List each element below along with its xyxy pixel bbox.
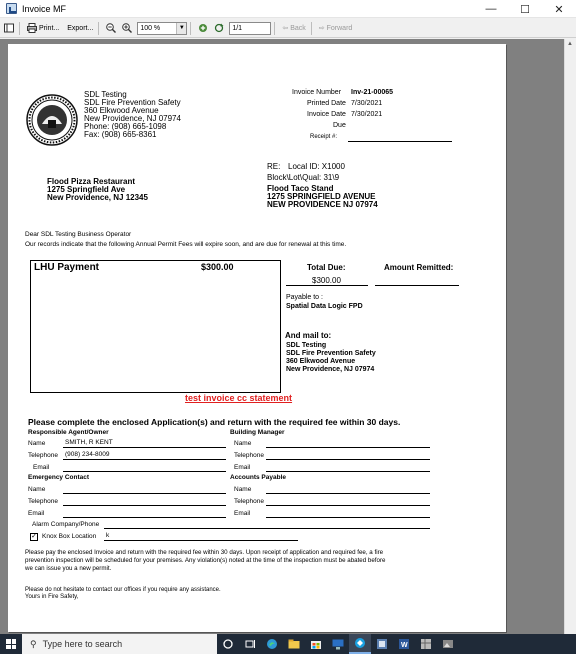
building-manager-name-label: Name [234, 440, 252, 447]
building-manager-email-label: Email [234, 464, 251, 471]
refresh-button[interactable] [212, 21, 226, 36]
responsible-telephone-value: (908) 234-8009 [65, 451, 110, 458]
emergency-email-line [63, 517, 226, 518]
alarm-company-line [104, 528, 430, 529]
search-placeholder: Type here to search [42, 639, 123, 649]
company-name: SDL Testing [84, 90, 127, 99]
line-item-box [30, 260, 281, 393]
start-button[interactable] [0, 634, 22, 654]
print-button[interactable] [25, 21, 61, 36]
outlook-icon[interactable] [371, 634, 393, 654]
printed-date-label: Printed Date [307, 100, 346, 107]
accounts-payable-telephone-label: Telephone [234, 498, 264, 505]
export-button[interactable] [63, 21, 95, 36]
zoom-out-button[interactable] [104, 21, 118, 36]
local-id: Local ID: X1000 [288, 162, 345, 171]
amount-remitted-label: Amount Remitted: [384, 263, 454, 272]
line-item-label: LHU Payment [34, 262, 100, 273]
back-button[interactable] [280, 21, 307, 36]
recipient-address2: New Providence, NJ 12345 [47, 193, 148, 202]
forward-button[interactable] [317, 21, 355, 36]
accounts-payable-name-line [266, 493, 430, 494]
business-address1: 1275 SPRINGFIELD AVENUE [267, 192, 376, 201]
footer-line3: we can issue you a new permit. [25, 565, 112, 572]
greeting: Dear SDL Testing Business Operator [25, 231, 132, 238]
edge-browser-icon[interactable] [261, 634, 283, 654]
accounts-payable-name-label: Name [234, 486, 252, 493]
emergency-telephone-label: Telephone [28, 498, 58, 505]
building-manager-name-line [266, 447, 430, 448]
invoice-number: Inv-21-00065 [351, 89, 394, 96]
due-label: Due [333, 122, 346, 129]
file-explorer-icon[interactable] [283, 634, 305, 654]
knox-box-line [104, 540, 298, 541]
title-bar [0, 0, 576, 18]
emergency-name-label: Name [28, 486, 46, 493]
task-view-icon[interactable] [239, 634, 261, 654]
first-page-button[interactable] [196, 21, 210, 36]
company-phone: Phone: (908) 665-1098 [84, 122, 167, 131]
printed-date: 7/30/2021 [351, 100, 383, 107]
building-manager-telephone-line [266, 459, 430, 460]
payable-to-label: Payable to : [286, 294, 323, 301]
export-label: Export... [67, 24, 94, 32]
emergency-contact-label: Emergency Contact [28, 474, 90, 481]
invoice-page [8, 44, 506, 632]
zoom-out-icon [106, 23, 116, 33]
app-icon [6, 3, 17, 14]
refresh-icon [214, 23, 224, 33]
amount-remitted-line [375, 285, 459, 286]
invoice-app-taskbar-icon[interactable] [349, 634, 371, 654]
responsible-name-label: Name [28, 440, 46, 447]
emergency-telephone-line [63, 505, 226, 506]
knox-box-checkbox[interactable]: ✓ [31, 533, 37, 540]
invoice-number-label: Invoice Number [292, 89, 342, 96]
responsible-name-value: SMITH, R KENT [65, 439, 113, 446]
maximize-button[interactable]: ☐ [520, 3, 530, 16]
zoom-in-icon [122, 23, 132, 33]
closing-line1: Please do not hesitate to contact our offices if you require any assistance. [25, 587, 221, 593]
mail-to-line3: 360 Elkwood Avenue [286, 358, 356, 365]
receipt-label: Receipt #: [310, 134, 338, 140]
complete-heading: Please complete the enclosed Application(s) and return with the required fee within 30 days. [28, 417, 401, 427]
intro-text: Our records indicate that the following Annual Permit Fees will expire soon, and are due for renewal at this time. [25, 241, 347, 248]
spreadsheet-icon[interactable] [415, 634, 437, 654]
accounts-payable-telephone-line [266, 505, 430, 506]
minimize-button[interactable]: — [485, 3, 497, 15]
zoom-value: 100 % [140, 24, 161, 32]
chevron-down-icon: ▼ [176, 23, 186, 34]
forward-arrow-icon: ⇨ [318, 25, 325, 32]
receipt-line [348, 141, 452, 142]
invoice-date-label: Invoice Date [307, 111, 346, 118]
report-toolbar [0, 19, 576, 38]
emergency-email-label: Email [28, 510, 45, 517]
invoice-date: 7/30/2021 [351, 111, 383, 118]
mail-to-line2: SDL Fire Prevention Safety [286, 350, 376, 357]
total-due-amount: $300.00 [312, 276, 341, 285]
business-name: Flood Taco Stand [267, 184, 334, 193]
accounts-payable-label: Accounts Payable [230, 474, 286, 481]
page-view-icon [4, 23, 14, 33]
building-manager-telephone-label: Telephone [234, 452, 264, 459]
vertical-scrollbar[interactable] [564, 39, 576, 634]
company-address1: 360 Elkwood Avenue [84, 106, 159, 115]
forward-label: Forward [326, 24, 353, 32]
company-dept: SDL Fire Prevention Safety [84, 98, 181, 107]
knox-box-label: Knox Box Location [42, 533, 97, 540]
footer-line1: Please pay the enclosed Invoice and return with the required fee within 30 days. Upon receipt of application and required fee, a fire [25, 549, 384, 556]
add-page-icon [198, 23, 208, 33]
closing-line2: Yours in Fire Safety, [25, 594, 79, 600]
taskbar-search-box[interactable] [22, 634, 217, 654]
mail-to-label: And mail to: [285, 331, 332, 340]
window-title: Invoice MF [22, 3, 67, 14]
block-lot: Block\Lot\Qual: 31\9 [267, 173, 340, 182]
responsible-name-line [63, 447, 226, 448]
word-icon[interactable] [393, 634, 415, 654]
scroll-up-icon[interactable]: ▲ [567, 41, 573, 47]
back-label: Back [290, 24, 306, 32]
responsible-email-label: Email [33, 464, 50, 471]
footer-line2: prevention inspection will be scheduled for your premises. Any violation(s) noted at the time of the inspection must be abated before [25, 557, 386, 564]
company-address2: New Providence, NJ 07974 [84, 114, 181, 123]
alarm-company-label: Alarm Company/Phone [32, 521, 100, 528]
windows-logo-icon [6, 639, 16, 649]
back-arrow-icon: ⇦ [282, 25, 289, 32]
line-item-amount: $300.00 [201, 262, 234, 272]
responsible-telephone-label: Telephone [28, 452, 58, 459]
knox-box-value: k [106, 532, 110, 539]
total-due-label: Total Due: [307, 263, 346, 272]
total-due-line [286, 285, 368, 286]
re-label: RE: [267, 162, 281, 171]
emergency-name-line [63, 493, 226, 494]
close-button[interactable]: ✕ [554, 3, 564, 16]
windows-taskbar [0, 634, 576, 654]
zoom-in-button[interactable] [120, 21, 134, 36]
photos-icon[interactable] [437, 634, 459, 654]
payable-to: Spatial Data Logic FPD [286, 303, 363, 310]
company-fax: Fax: (908) 665-8361 [84, 130, 157, 139]
responsible-label: Responsible Agent/Owner [28, 429, 109, 436]
responsible-email-line [63, 471, 226, 472]
page-number-input[interactable]: 1/1 [229, 22, 271, 35]
building-manager-email-line [266, 471, 430, 472]
recipient-address1: 1275 Springfield Ave [47, 185, 126, 194]
responsible-telephone-line [63, 459, 226, 460]
mail-to-line4: New Providence, NJ 07974 [286, 366, 375, 373]
store-icon[interactable] [305, 634, 327, 654]
mail-to-line1: SDL Testing [286, 342, 327, 349]
recipient-name: Flood Pizza Restaurant [47, 177, 136, 186]
svg-text:W: W [401, 642, 408, 649]
printer-icon [27, 23, 37, 33]
accounts-payable-email-label: Email [234, 510, 251, 517]
statement-link[interactable]: test invoice cc statement [185, 393, 293, 403]
building-manager-label: Building Manager [230, 429, 285, 436]
zoom-select[interactable] [137, 22, 187, 35]
print-label: Print... [39, 24, 60, 32]
cortana-icon[interactable] [217, 634, 239, 654]
remote-desktop-icon[interactable] [327, 634, 349, 654]
business-address2: NEW PROVIDENCE NJ 07974 [267, 200, 378, 209]
search-icon: ⚲ [30, 638, 37, 649]
accounts-payable-email-line [266, 517, 430, 518]
township-seal-logo [26, 94, 78, 146]
toggle-tree-button[interactable] [2, 21, 16, 36]
